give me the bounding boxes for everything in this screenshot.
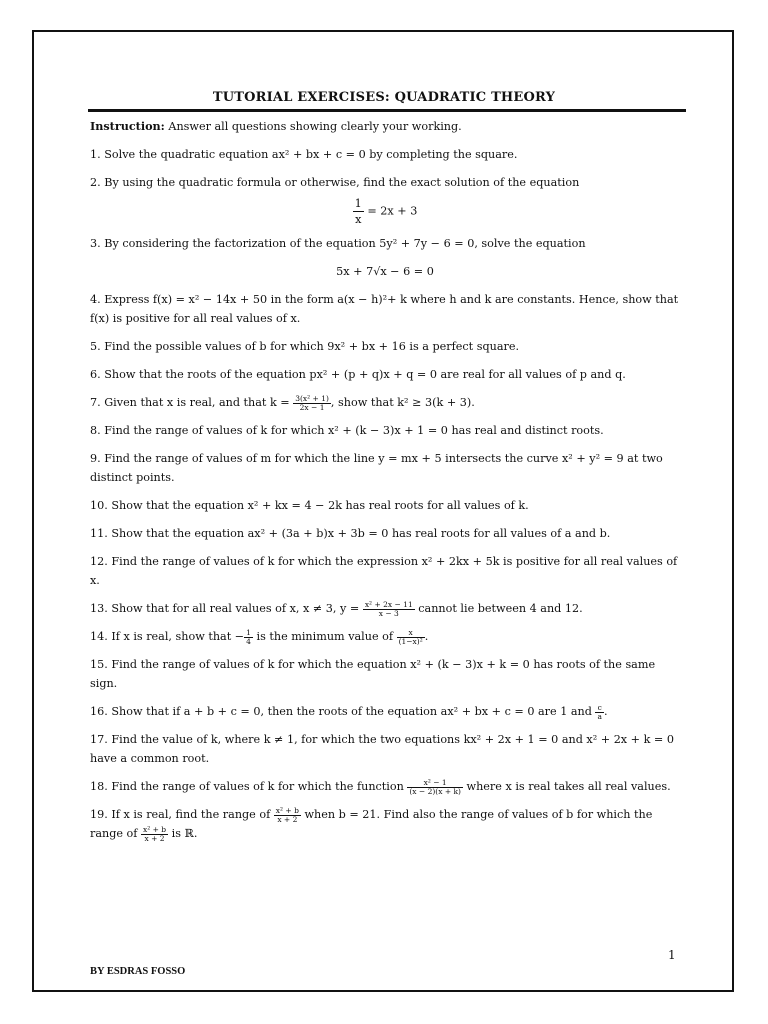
question-4: 4. Express f(x) = x² − 14x + 50 in the form a(x − h)²+ k where h and k are constants. Hence, show that f(x) is positive for all real values of x. xyxy=(90,293,679,326)
document-title: TUTORIAL EXERCISES: QUADRATIC THEORY xyxy=(212,90,556,105)
question-19: 19. If x is real, find the range of $\frac{\text{x² + b}}{x + 2}$ when b = 21. Find also the range of values of b for which the range of $\frac{\text{x² + b}}{x + 2}$ is ℝ. xyxy=(90,806,653,843)
instruction-label: Instruction: xyxy=(90,119,165,133)
fraction: $\frac{\text{x² − 1}}{(x - 2)(x + k)}$ xyxy=(409,778,461,796)
question-8: 8. Find the range of values of k for which x² + (k − 3)x + 1 = 0 has real and distinct roots. xyxy=(90,424,604,438)
question-12: 12. Find the range of values of k for which the expression x² + 2kx + 5k is positive for all real values of x. xyxy=(90,555,678,588)
question-17: 17. Find the value of k, where k ≠ 1, for which the two equations kx² + 2x + 1 = 0 and x² + 2x + k = 0 have a common root. xyxy=(90,733,674,766)
instruction-text: Answer all questions showing clearly your working. xyxy=(164,120,462,133)
fraction: $\frac{\text{3(x² + 1)}}{2x - 1}$ xyxy=(295,394,329,412)
question-18: 18. Find the range of values of k for which the function $\frac{\text{x² − 1}}{(x - 2)(x + k)}$ where x is real takes all real values. xyxy=(90,778,671,796)
question-1: 1. Solve the quadratic equation ax² + bx + c = 0 by completing the square. xyxy=(90,148,518,161)
question-3: 3. By considering the factorization of the equation 5y² + 7y − 6 = 0, solve the equation xyxy=(90,237,586,251)
question-2-equation: $\frac{1}{x}$ = 2x + 3 xyxy=(354,197,418,227)
author-footer: BY ESDRAS FOSSO xyxy=(90,966,186,977)
fraction: $\frac{1}{x}$ xyxy=(354,197,362,227)
question-14: 14. If x is real, show that − $\frac{1}{4}$ is the minimum value of $\frac{x}{\text{(1−x)²}}$ . xyxy=(90,628,429,646)
instruction xyxy=(90,117,680,136)
question-2: 2. By using the quadratic formula or otherwise, find the exact solution of the equation xyxy=(90,176,580,189)
page-number: 1 xyxy=(668,948,676,962)
question-6: 6. Show that the roots of the equation px² + (p + q)x + q = 0 are real for all values of p and q. xyxy=(90,368,626,382)
question-13: 13. Show that for all real values of x, x ≠ 3, y = $\frac{\text{x² + 2x − 11}}{x - 3}$ cannot lie between 4 and 12. xyxy=(90,600,583,618)
question-5: 5. Find the possible values of b for which 9x² + bx + 16 is a perfect square. xyxy=(90,340,520,354)
question-7: 7. Given that x is real, and that k = $\frac{\text{3(x² + 1)}}{2x - 1}$ , show that k² ≥ 3(k + 3). xyxy=(90,394,475,412)
exercise-list xyxy=(90,117,680,843)
question-16: 16. Show that if a + b + c = 0, then the roots of the equation ax² + bx + c = 0 are 1 and $\frac{c}{a}$ . xyxy=(90,703,608,721)
fraction: $\frac{\text{x² + b}}{x + 2}$ xyxy=(275,806,299,824)
fraction: $\frac{\text{x² + b}}{x + 2}$ xyxy=(143,825,167,843)
question-10: 10. Show that the equation x² + kx = 4 − 2k has real roots for all values of k. xyxy=(90,499,529,513)
question-3-equation: 5x + 7√x − 6 = 0 xyxy=(336,265,434,279)
question-15: 15. Find the range of values of k for which the equation x² + (k − 3)x + k = 0 has roots of the same sign. xyxy=(90,658,656,691)
fraction: $\frac{1}{4}$ xyxy=(246,628,251,646)
question-11: 11. Show that the equation ax² + (3a + b)x + 3b = 0 has real roots for all values of a and b. xyxy=(90,527,611,541)
question-9: 9. Find the range of values of m for which the line y = mx + 5 intersects the curve x² + y² = 9 at two distinct points. xyxy=(90,452,663,485)
fraction: $\frac{x}{\text{(1−x)²}}$ xyxy=(398,628,423,646)
fraction: $\frac{c}{a}$ xyxy=(597,703,602,721)
title-rule xyxy=(88,109,686,112)
fraction: $\frac{\text{x² + 2x − 11}}{x - 3}$ xyxy=(364,600,413,618)
